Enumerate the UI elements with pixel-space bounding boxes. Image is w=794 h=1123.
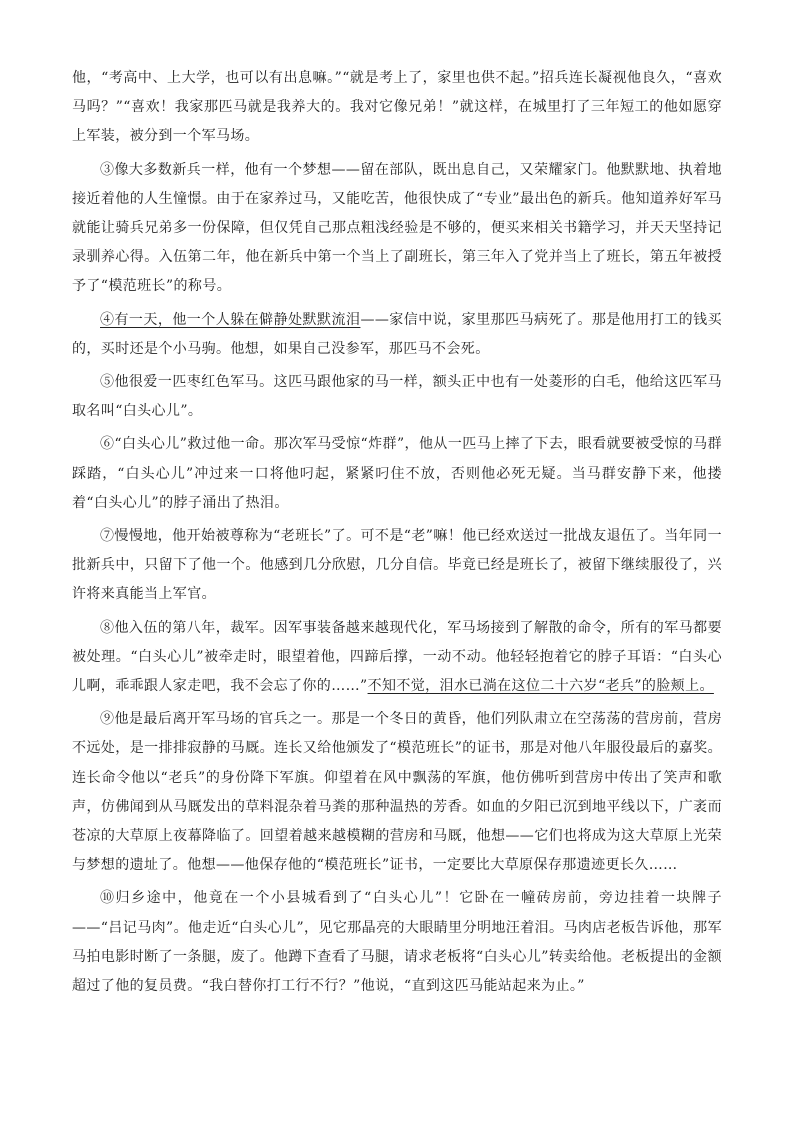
paragraph-5: ⑤他很爱一匹枣红色军马。这匹马跟他家的马一样，额头正中也有一处菱形的白毛，他给这匹军马取名叫“白头心儿”。 xyxy=(72,374,722,420)
paragraph-8-start: ⑧他入伍的第八年，裁军。因军事装备越来越现代化，军马场接到了解散的命令，所有的军马都要被处理。“白头心儿”被牵走时，眼望着他，四蹄后撑，一动不动。他轻轻抱着它的脖子耳语：“白头心儿啊，乖乖跟人家走吧，我不会忘了你的……” xyxy=(72,619,722,695)
paragraph-4 xyxy=(72,306,722,364)
paragraph-6: ⑥“白头心儿”救过他一命。那次军马受惊“炸群”，他从一匹马上摔了下去，眼看就要被受惊的马群踩踏，“白头心儿”冲过来一口将他叼起，紧紧叼住不放，否则他必死无疑。当马群安静下来，他搂着“白头心儿”的脖子涌出了热泪。 xyxy=(72,436,722,511)
paragraph-7: ⑦慢慢地，他开始被尊称为“老班长”了。可不是“老”嘛！他已经欢送过一批战友退伍了。当年同一批新兵中，只留下了他一个。他感到几分欣慰，几分自信。毕竟已经是班长了，被留下继续服役了，兴许将来真能当上军官。 xyxy=(72,528,722,603)
paragraph-9: ⑨他是最后离开军马场的官兵之一。那是一个冬日的黄昏，他们列队肃立在空荡荡的营房前，营房不远处，是一排排寂静的马厩。连长又给他颁发了“模范班长”的证书，那是对他八年服役最后的嘉奖。连长命令他以“老兵”的身份降下军旗。仰望着在风中飘荡的军旗，他仿佛听到营房中传出了笑声和歌声，仿佛闻到从马厩发出的草料混杂着马粪的那种温热的芳香。如血的夕阳已沉到地平线以下，广袤而苍凉的大草原上夜幕降临了。回望着越来越模糊的营房和马厩，他想——它们也将成为这大草原上光荣与梦想的遗址了。他想——他保存他的“模范班长”证书，一定要比大草原保存那遗迹更长久…… xyxy=(72,711,722,874)
underlined-sentence: ④有一天，他一个人躲在僻静处默默流泪 xyxy=(100,311,361,328)
underlined-sentence: 不知不觉，泪水已淌在这位二十六岁“老兵”的脸颊上。 xyxy=(367,678,714,695)
article-body xyxy=(72,64,722,1001)
paragraph-10: ⑩归乡途中，他竟在一个小县城看到了“白头心儿”！它卧在一幢砖房前，旁边挂着一块牌子——“吕记马肉”。他走近“白头心儿”，见它那晶亮的大眼睛里分明地汪着泪。马肉店老板告诉他，那军马拍电影时断了一条腿，废了。他蹲下查看了马腿，请求老板将“白头心儿”转卖给他。老板提出的金额超过了他的复员费。“我白替你打工行不行？”他说，“直到这匹马能站起来为止。” xyxy=(72,890,722,995)
paragraph-4-rest: ——家信中说，家里那匹马病死了。那是他用打工的钱买的，买时还是个小马驹。他想，如果自己没参军，那匹马不会死。 xyxy=(72,311,723,357)
paragraph-3: ③像大多数新兵一样，他有一个梦想——留在部队，既出息自己，又荣耀家门。他默默地、执着地接近着他的人生憧憬。由于在家养过马，又能吃苦，他很快成了“专业”最出色的新兵。他知道养好军马就能让骑兵兄弟多一份保障，但仅凭自己那点粗浅经验是不够的，便买来相关书籍学习，并天天坚持记录驯养心得。入伍第二年，他在新兵中第一个当上了副班长，第三年入了党并当上了班长，第五年被授予了“模范班长”的称号。 xyxy=(72,161,722,295)
paragraph-continuation: 他，“考高中、上大学，也可以有出息嘛。”“就是考上了，家里也供不起。”招兵连长凝视他良久，“喜欢马吗？”“喜欢！我家那匹马就是我养大的。我对它像兄弟！”就这样，在城里打了三年短工的他如愿穿上军装，被分到一个军马场。 xyxy=(72,70,722,145)
paragraph-8 xyxy=(72,614,722,702)
